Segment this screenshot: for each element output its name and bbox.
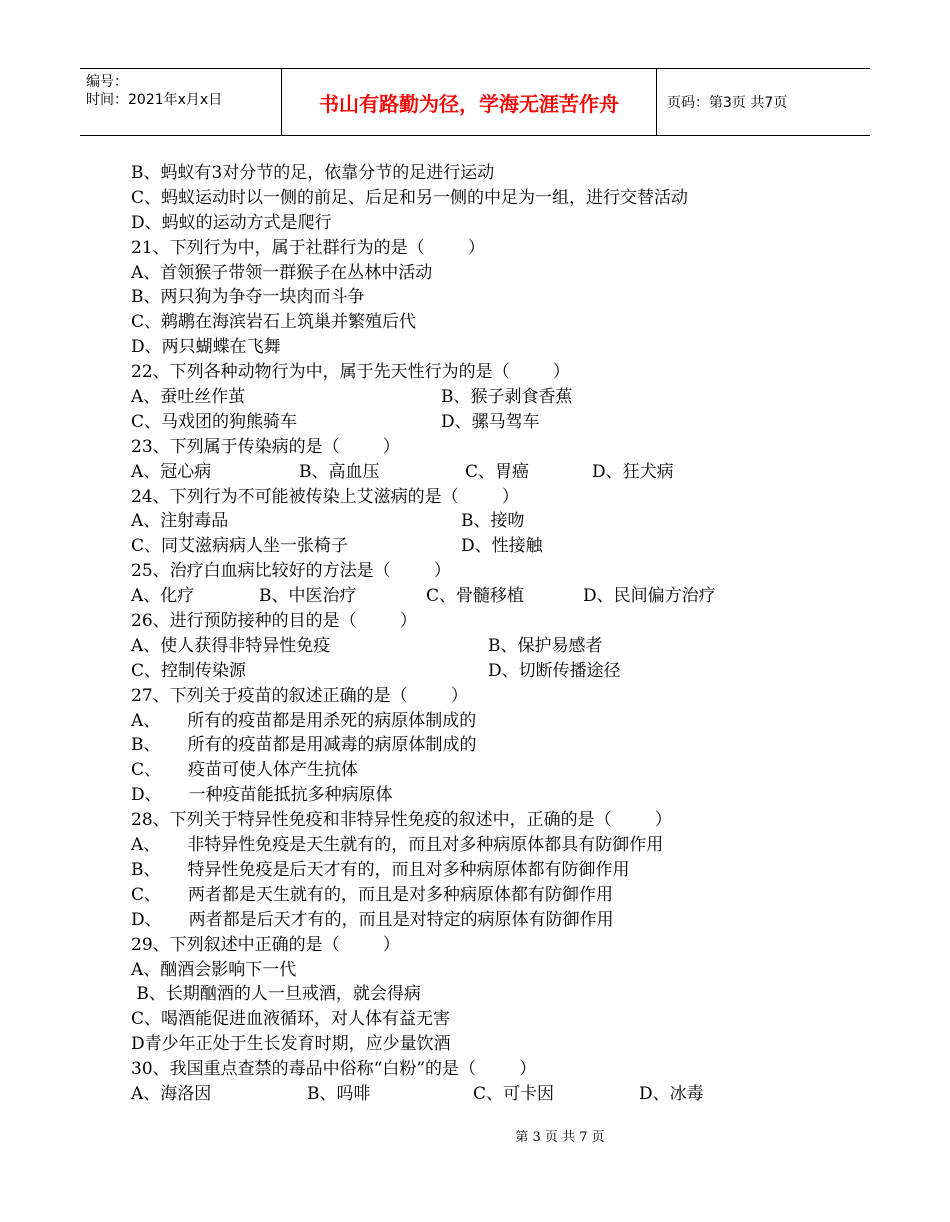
- q28-option-b: B、 特异性免疫是后天才有的，而且对多种病原体都有防御作用: [131, 859, 630, 880]
- q27-option-c: C、 疫苗可使人体产生抗体: [131, 760, 359, 781]
- q21-option-b: B、两只狗为争夺一块肉而斗争: [131, 287, 365, 308]
- page-footer: [0, 1126, 950, 1145]
- q22-option-b: B、猴子剥食香蕉: [441, 387, 573, 408]
- question-22-stem: 22、下列各种动物行为中，属于先天性行为的是（ ）: [131, 362, 570, 383]
- q30-option-d: D、冰毒: [639, 1083, 704, 1104]
- question-23-stem: 23、下列属于传染病的是（ ）: [131, 436, 400, 457]
- q22-option-a: A、蚕吐丝作茧: [131, 387, 246, 408]
- q27-option-a: A、 所有的疫苗都是用杀死的病原体制成的: [131, 710, 477, 731]
- text-line: B、蚂蚁有3对分节的足，依靠分节的足进行运动: [131, 163, 495, 183]
- q24-options-row-1: [131, 509, 851, 534]
- q25-option-d: D、民间偏方治疗: [583, 586, 716, 607]
- q29-option-d: D青少年正处于生长发育时期，应少量饮酒: [131, 1034, 451, 1055]
- q21-option-d: D、两只蝴蝶在飞舞: [131, 337, 281, 358]
- q27-option-b: B、 所有的疫苗都是用减毒的病原体制成的: [131, 735, 477, 756]
- q26-option-d: D、切断传播途径: [488, 660, 621, 681]
- question-28-stem: 28、下列关于特异性免疫和非特异性免疫的叙述中，正确的是（ ）: [131, 810, 672, 831]
- q23-option-a: A、冠心病: [131, 461, 212, 482]
- q23-option-d: D、狂犬病: [592, 461, 674, 482]
- q23-options-row: [131, 460, 851, 485]
- q28-option-d: D、 两者都是后天才有的，而且是对特定的病原体有防御作用: [131, 909, 614, 930]
- question-content: [131, 161, 851, 1107]
- q30-option-b: B、吗啡: [307, 1083, 371, 1104]
- q29-option-c: C、喝酒能促进血液循环，对人体有益无害: [131, 1009, 451, 1030]
- q28-option-c: C、 两者都是天生就有的，而且是对多种病原体都有防御作用: [131, 884, 614, 905]
- q21-option-a: A、首领猴子带领一群猴子在丛林中活动: [131, 262, 433, 283]
- text-line: D、蚂蚁的运动方式是爬行: [131, 212, 332, 233]
- q24-option-c: C、同艾滋病病人坐一张椅子: [131, 536, 349, 557]
- q26-option-b: B、保护易感者: [488, 635, 603, 656]
- q29-option-b: B、长期酗酒的人一旦戒酒，就会得病: [131, 984, 421, 1005]
- q24-option-d: D、性接触: [461, 536, 543, 557]
- q25-option-c: C、骨髓移植: [426, 586, 525, 607]
- header-motto: 书山有路勤为径，学海无涯苦作舟: [282, 69, 657, 135]
- q29-option-a: A、酗酒会影响下一代: [131, 959, 297, 980]
- text-line: C、蚂蚁运动时以一侧的前足、后足和另一侧的中足为一组，进行交替活动: [131, 187, 689, 208]
- question-25-stem: 25、治疗白血病比较好的方法是（ ）: [131, 561, 451, 582]
- question-30-stem: 30、我国重点查禁的毒品中俗称“白粉”的是（ ）: [131, 1059, 537, 1080]
- question-24-stem: 24、下列行为不可能被传染上艾滋病的是（ ）: [131, 486, 519, 507]
- q27-option-d: D、 一种疫苗能抵抗多种病原体: [131, 785, 393, 806]
- page-header: [80, 68, 870, 136]
- question-21-stem: 21、下列行为中，属于社群行为的是（ ）: [131, 237, 485, 258]
- q24-option-b: B、接吻: [461, 511, 525, 532]
- q25-options-row: [131, 584, 851, 609]
- footer-page-number: 第 3 页 共 7 页: [515, 1130, 605, 1145]
- q24-option-a: A、注射毒品: [131, 511, 229, 532]
- q26-option-c: C、控制传染源: [131, 660, 247, 681]
- q25-option-b: B、中医治疗: [259, 586, 357, 607]
- question-26-stem: 26、进行预防接种的目的是（ ）: [131, 611, 417, 632]
- q22-option-c: C、马戏团的狗熊骑车: [131, 411, 298, 432]
- q26-options-row-2: [131, 659, 851, 684]
- q26-options-row-1: [131, 634, 851, 659]
- header-page-info: 页码：第3页 共7页: [667, 95, 788, 111]
- q23-option-c: C、胃癌: [465, 461, 530, 482]
- q22-options-row-1: [131, 385, 851, 410]
- q30-options-row: [131, 1082, 851, 1107]
- q22-options-row-2: [131, 410, 851, 435]
- q30-option-a: A、海洛因: [131, 1083, 212, 1104]
- question-29-stem: 29、下列叙述中正确的是（ ）: [131, 934, 400, 955]
- q22-option-d: D、骡马驾车: [441, 411, 540, 432]
- question-27-stem: 27、下列关于疫苗的叙述正确的是（ ）: [131, 685, 468, 706]
- q25-option-a: A、化疗: [131, 586, 195, 607]
- q30-option-c: C、可卡因: [473, 1083, 555, 1104]
- q24-options-row-2: [131, 534, 851, 559]
- q23-option-b: B、高血压: [299, 461, 380, 482]
- q26-option-a: A、使人获得非特异性免疫: [131, 635, 331, 656]
- date-label: 时间：2021年x月x日: [86, 92, 223, 108]
- serial-label: 编号：: [86, 74, 128, 90]
- q21-option-c: C、鹈鹕在海滨岩石上筑巢并繁殖后代: [131, 312, 417, 333]
- q28-option-a: A、 非特异性免疫是天生就有的，而且对多种病原体都具有防御作用: [131, 835, 664, 856]
- header-meta: [80, 69, 282, 135]
